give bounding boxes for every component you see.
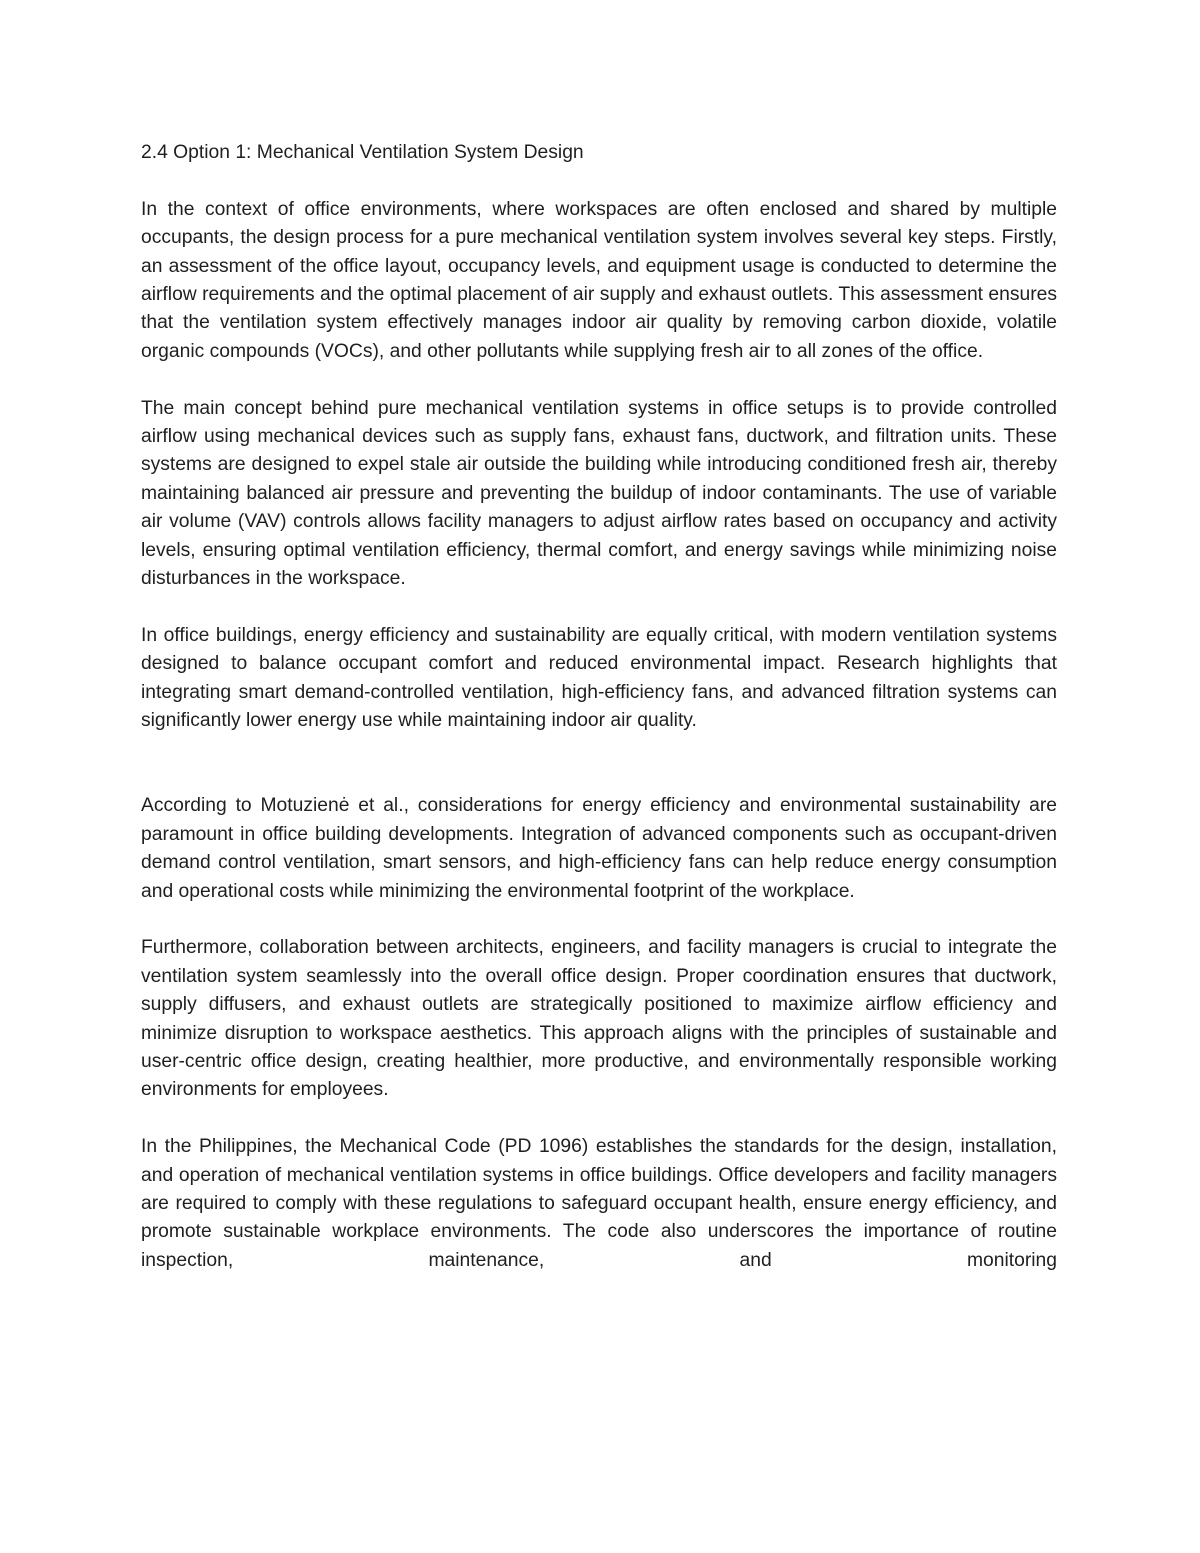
- paragraph-main-concept: The main concept behind pure mechanical ventilation systems in office setups is to provide controlled airflow using mechanical devices such as supply fans, exhaust fans, ductwork, and filtration units. These systems are designed to expel stale air outside the building while introducing conditioned fresh air, thereby maintaining balanced air pressure and preventing the buildup of indoor contaminants. The use of variable air volume (VAV) controls allows facility managers to adjust airflow rates based on occupancy and activity levels, ensuring optimal ventilation efficiency, thermal comfort, and energy savings while minimizing noise disturbances in the workspace.: [141, 397, 1057, 590]
- paragraph-collaboration: Furthermore, collaboration between architects, engineers, and facility managers is crucial to integrate the ventilation system seamlessly into the overall office design. Proper coordination ensures that ductwork, supply diffusers, and exhaust outlets are strategically positioned to maximize airflow efficiency and minimize disruption to workspace aesthetics. This approach aligns with the principles of sustainable and user-centric office design, creating healthier, more productive, and environmentally responsible working environments for employees.: [141, 937, 1057, 1101]
- paragraph-motuziene: According to Motuzienė et al., considerations for energy efficiency and environmental sustainability are paramount in office building developments. Integration of advanced components such as occupant-driven demand control ventilation, smart sensors, and high-efficiency fans can help reduce energy consumption and operational costs while minimizing the environmental footprint of the workplace.: [141, 795, 1057, 902]
- paragraph-office-context: In the context of office environments, where workspaces are often enclosed and shared by multiple occupants, the design process for a pure mechanical ventilation system involves several key steps. Firstly, an assessment of the office layout, occupancy levels, and equipment usage is conducted to determine the airflow requirements and the optimal placement of air supply and exhaust outlets. This assessment ensures that the ventilation system effectively manages indoor air quality by removing carbon dioxide, volatile organic compounds (VOCs), and other pollutants while supplying fresh air to all zones of the office.: [141, 198, 1057, 362]
- paragraph-energy-efficiency: In office buildings, energy efficiency and sustainability are equally critical, with modern ventilation systems designed to balance occupant comfort and reduced environmental impact. Research highlights that integrating smart demand-controlled ventilation, high-efficiency fans, and advanced filtration systems can significantly lower energy use while maintaining indoor air quality.: [141, 624, 1057, 732]
- section-heading: 2.4 Option 1: Mechanical Ventilation System Design: [141, 142, 584, 163]
- paragraph-philippines-code: In the Philippines, the Mechanical Code (PD 1096) establishes the standards for the design, installation, and operation of mechanical ventilation systems in office buildings. Office developers and facility managers are required to comply with these regulations to safeguard occupant health, ensure energy efficiency, and promote sustainable workplace environments. The code also underscores the importance of routine inspection, maintenance, and monitoring: [141, 1136, 1057, 1271]
- document-body: [141, 139, 1057, 1275]
